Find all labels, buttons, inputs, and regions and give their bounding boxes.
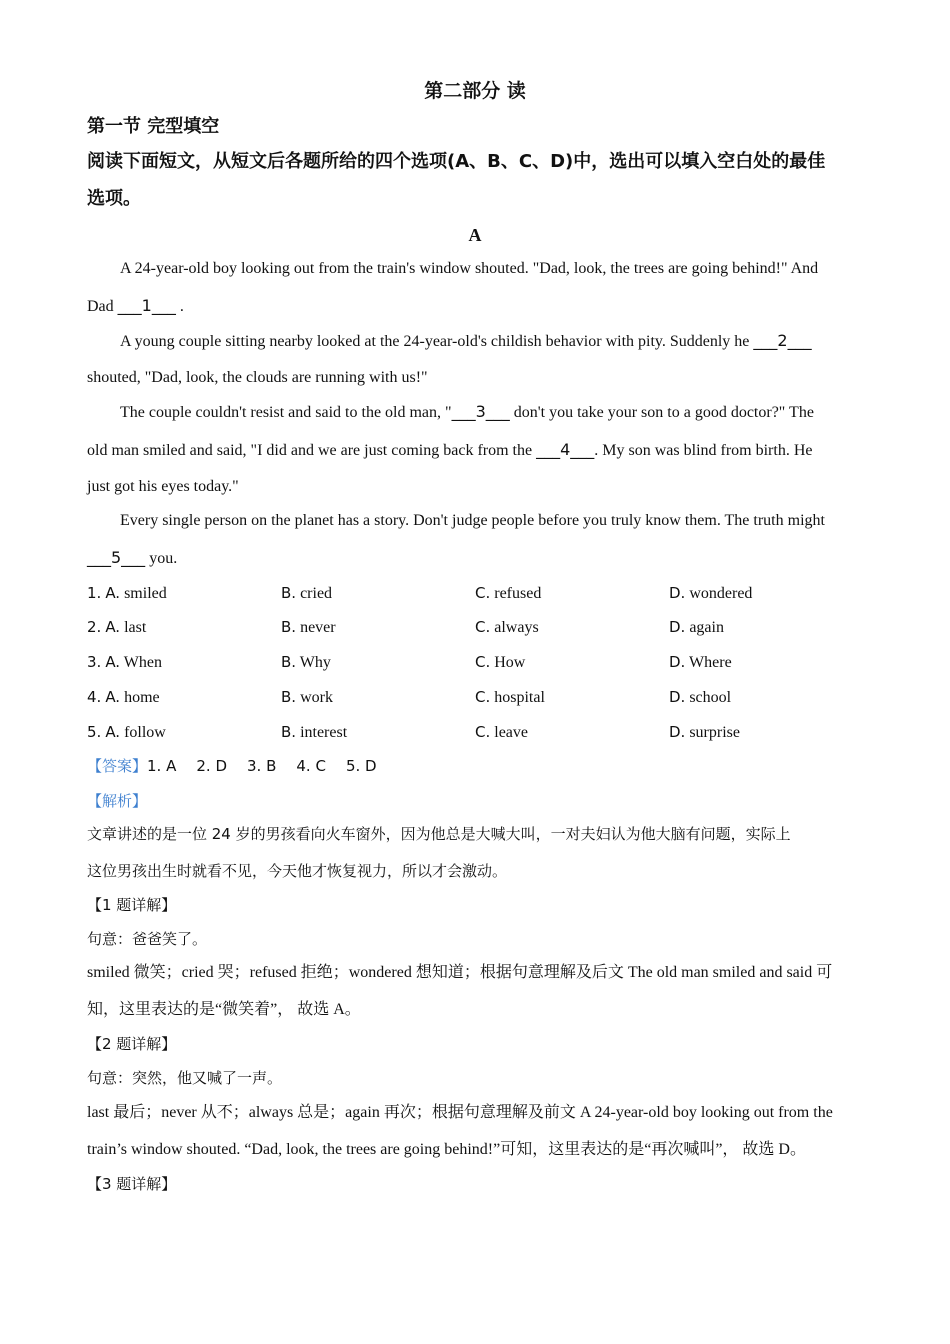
option-letter: D. xyxy=(669,688,686,706)
q2-detail-line-2: train’s window shouted. “Dad, look, the trees are going behind!”可知，这里表达的是“再次喊叫”， 故选 D。 xyxy=(87,1141,806,1158)
answer-item: 1. A xyxy=(147,757,177,775)
option-text: cried xyxy=(300,585,333,602)
option-text: follow xyxy=(124,724,166,741)
question-1 xyxy=(87,581,167,606)
q1-meaning: 句意：爸爸笑了。 xyxy=(87,930,208,948)
question-number: 2. xyxy=(87,618,102,636)
analysis-summary-line-2: 这位男孩出生时就看不见，今天他才恢复视力，所以才会激动。 xyxy=(87,862,508,880)
passage-text: don't you take your son to a good doctor?" The xyxy=(509,404,814,421)
option-letter: C. xyxy=(475,584,491,602)
option-d xyxy=(669,581,752,606)
analysis-label: 【解析】 xyxy=(87,792,148,810)
passage-p2-line-1 xyxy=(120,329,812,354)
question-2 xyxy=(87,615,146,640)
option-d xyxy=(669,615,724,640)
answer-line xyxy=(87,754,377,778)
passage-p2-line-2: shouted, "Dad, look, the clouds are running with us!" xyxy=(87,369,428,386)
option-text: wondered xyxy=(689,585,753,602)
option-letter: B. xyxy=(281,584,297,602)
option-letter: D. xyxy=(669,618,686,636)
option-c xyxy=(475,720,528,745)
option-letter: C. xyxy=(475,618,491,636)
option-d xyxy=(669,720,740,745)
passage-text: . My son was blind from birth. He xyxy=(594,442,813,459)
option-letter: A. xyxy=(105,653,121,671)
blank-3: ___3___ xyxy=(451,402,510,421)
option-letter: C. xyxy=(475,653,491,671)
option-d xyxy=(669,650,732,675)
option-letter: B. xyxy=(281,688,297,706)
passage-p4-line-1: Every single person on the planet has a story. Don't judge people before you truly know them. The truth might xyxy=(120,512,825,529)
option-b xyxy=(281,685,333,710)
passage-p1-line-2 xyxy=(87,294,184,319)
option-text: Why xyxy=(299,654,331,671)
option-letter: A. xyxy=(105,723,121,741)
option-letter: D. xyxy=(669,653,686,671)
option-c xyxy=(475,615,539,640)
answer-item: 3. B xyxy=(247,757,277,775)
option-letter: C. xyxy=(475,723,491,741)
passage-text: The couple couldn't resist and said to the old man, " xyxy=(120,404,452,421)
option-letter: D. xyxy=(669,723,686,741)
section-title: 第一节 完型填空 xyxy=(87,116,220,137)
option-letter: A. xyxy=(105,618,121,636)
option-text: home xyxy=(124,689,160,706)
q2-detail-line-1: last 最后；never 从不；always 总是；again 再次；根据句意理解及前文 A 24-year-old boy looking out from the xyxy=(87,1104,833,1121)
answer-item: 2. D xyxy=(196,757,227,775)
question-5 xyxy=(87,720,166,745)
option-c xyxy=(475,581,541,606)
analysis-summary-line-1: 文章讲述的是一位 24 岁的男孩看向火车窗外，因为他总是大喊大叫，一对夫妇认为他大脑有问题，实际上 xyxy=(87,825,791,843)
option-text: surprise xyxy=(689,724,740,741)
blank-1: ___1___ xyxy=(117,296,176,315)
answer-label: 【答案】 xyxy=(87,757,148,775)
option-text: When xyxy=(123,654,162,671)
option-text: school xyxy=(689,689,732,706)
option-b xyxy=(281,581,332,606)
option-text: How xyxy=(494,654,526,671)
instructions-line-1: 阅读下面短文，从短文后各题所给的四个选项(A、B、C、D)中，选出可以填入空白处的最佳 xyxy=(87,151,826,172)
passage-p3-line-1 xyxy=(120,400,814,425)
option-text: refused xyxy=(494,585,542,602)
option-letter: C. xyxy=(475,688,491,706)
option-c xyxy=(475,685,545,710)
option-letter: B. xyxy=(281,653,297,671)
passage-p1-line-1: A 24-year-old boy looking out from the train's window shouted. "Dad, look, the trees are going behind!" And xyxy=(120,260,819,277)
option-text: last xyxy=(124,619,147,636)
passage-p3-line-2 xyxy=(87,438,812,463)
instructions-line-2: 选项。 xyxy=(87,188,141,209)
passage-text: A young couple sitting nearby looked at the 24-year-old's childish behavior with pity. Suddenly he xyxy=(120,333,750,350)
option-letter: D. xyxy=(669,584,686,602)
option-d xyxy=(669,685,731,710)
option-text: again xyxy=(689,619,724,636)
option-text: interest xyxy=(300,724,348,741)
option-c xyxy=(475,650,525,675)
option-text: smiled xyxy=(124,585,167,602)
blank-2: ___2___ xyxy=(753,331,812,350)
option-text: Where xyxy=(689,654,732,671)
question-number: 5. xyxy=(87,723,102,741)
q3-detail-title: 【3 题详解】 xyxy=(87,1175,177,1193)
question-4 xyxy=(87,685,160,710)
option-text: hospital xyxy=(494,689,545,706)
q1-detail-line-1: smiled 微笑；cried 哭；refused 拒绝；wondered 想知道；根据句意理解及后文 The old man smiled and said 可 xyxy=(87,964,833,981)
option-b xyxy=(281,720,347,745)
answer-item: 5. D xyxy=(345,757,377,775)
option-letter: A. xyxy=(105,688,121,706)
q2-detail-title: 【2 题详解】 xyxy=(87,1035,177,1053)
part-title: 第二部分 读 xyxy=(424,80,526,102)
q1-detail-line-2: 知，这里表达的是“微笑着”， 故选 A。 xyxy=(87,1001,361,1018)
passage-p4-line-2 xyxy=(87,546,177,571)
option-b xyxy=(281,615,336,640)
question-number: 3. xyxy=(87,653,102,671)
option-letter: A. xyxy=(105,584,121,602)
passage-text: old man smiled and said, "I did and we are just coming back from the xyxy=(87,442,533,459)
question-number: 1. xyxy=(87,584,102,602)
blank-4: ___4___ xyxy=(536,440,595,459)
q2-meaning: 句意：突然，他又喊了一声。 xyxy=(87,1069,283,1087)
option-text: never xyxy=(300,619,336,636)
q1-detail-title: 【1 题详解】 xyxy=(87,896,177,914)
passage-text: Dad xyxy=(87,298,114,315)
option-letter: B. xyxy=(281,618,297,636)
answer-item: 4. C xyxy=(296,757,326,775)
option-text: leave xyxy=(494,724,528,741)
option-letter: B. xyxy=(281,723,297,741)
option-b xyxy=(281,650,331,675)
question-number: 4. xyxy=(87,688,102,706)
question-3 xyxy=(87,650,162,675)
option-text: work xyxy=(300,689,333,706)
blank-5: ___5___ xyxy=(87,548,146,567)
passage-p3-line-3: just got his eyes today." xyxy=(87,478,239,495)
passage-text: you. xyxy=(145,550,178,567)
passage-label: A xyxy=(468,225,482,245)
option-text: always xyxy=(494,619,539,636)
passage-text: . xyxy=(175,298,184,315)
